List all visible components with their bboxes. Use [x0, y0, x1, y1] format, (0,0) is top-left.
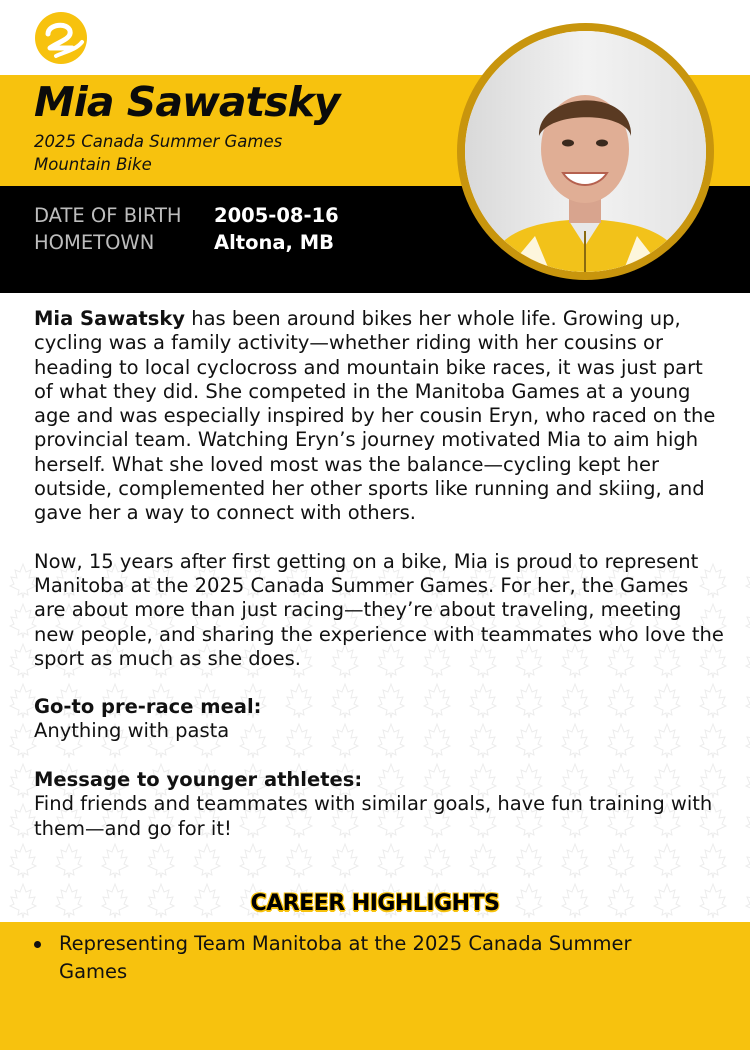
career-item-text: Representing Team Manitoba at the 2025 Canada Summer Games: [59, 932, 632, 983]
list-item: [34, 930, 694, 986]
dob-label: DATE OF BIRTH: [34, 204, 182, 227]
qa-question: Go-to pre-race meal:: [34, 695, 262, 718]
career-highlights-list: [34, 930, 694, 986]
qa-message-younger-athletes: [34, 768, 724, 841]
qa-answer: Find friends and teammates with similar goals, have fun training with them—and go for it!: [34, 792, 713, 840]
career-highlights-title: CAREER HIGHLIGHTS: [250, 891, 500, 916]
bio-paragraph-1: [34, 307, 724, 526]
athlete-photo: [465, 31, 706, 272]
athlete-event-block: [34, 130, 282, 176]
dob-value: 2005-08-16: [214, 204, 339, 227]
event-name: 2025 Canada Summer Games: [34, 132, 283, 151]
sport-name: Mountain Bike: [34, 155, 152, 174]
biography: [34, 307, 724, 671]
qa-question: Message to younger athletes:: [34, 768, 363, 791]
qa-answer: Anything with pasta: [34, 719, 230, 743]
bio-athlete-name: Mia Sawatsky: [34, 307, 186, 330]
bio-paragraph-1-text: has been around bikes her whole life. Growing up, cycling was a family activity—whether riding with her cousins or heading to local cyclocross and mountain bike races, it was just part of what they did. She competed in the Manitoba Games at a young age and was especially inspired by her cousin Eryn, who raced on the provincial team. Watching Eryn’s journey motivated Mia to aim high herself. What she loved most was the balance—cycling kept her outside, complemented her other sports like running and skiing, and gave her a way to connect with others.: [34, 307, 716, 525]
bullet-icon: [34, 941, 41, 948]
bio-paragraph-2: Now, 15 years after first getting on a bike, Mia is proud to represent Manitoba at the 2025 Canada Summer Games. For her, the Games are about more than just racing—they’re about traveling, meeting new people, and sharing the experience with teammates who love the sport as much as she does.: [34, 549, 724, 670]
qa-pre-race-meal: [34, 695, 724, 744]
games-logo-icon: [34, 12, 88, 64]
athlete-name: Mia Sawatsky: [34, 78, 340, 126]
dob-row: [34, 204, 339, 227]
hometown-row: [34, 231, 334, 254]
hometown-value: Altona, MB: [214, 231, 334, 254]
hometown-label: HOMETOWN: [34, 231, 155, 254]
